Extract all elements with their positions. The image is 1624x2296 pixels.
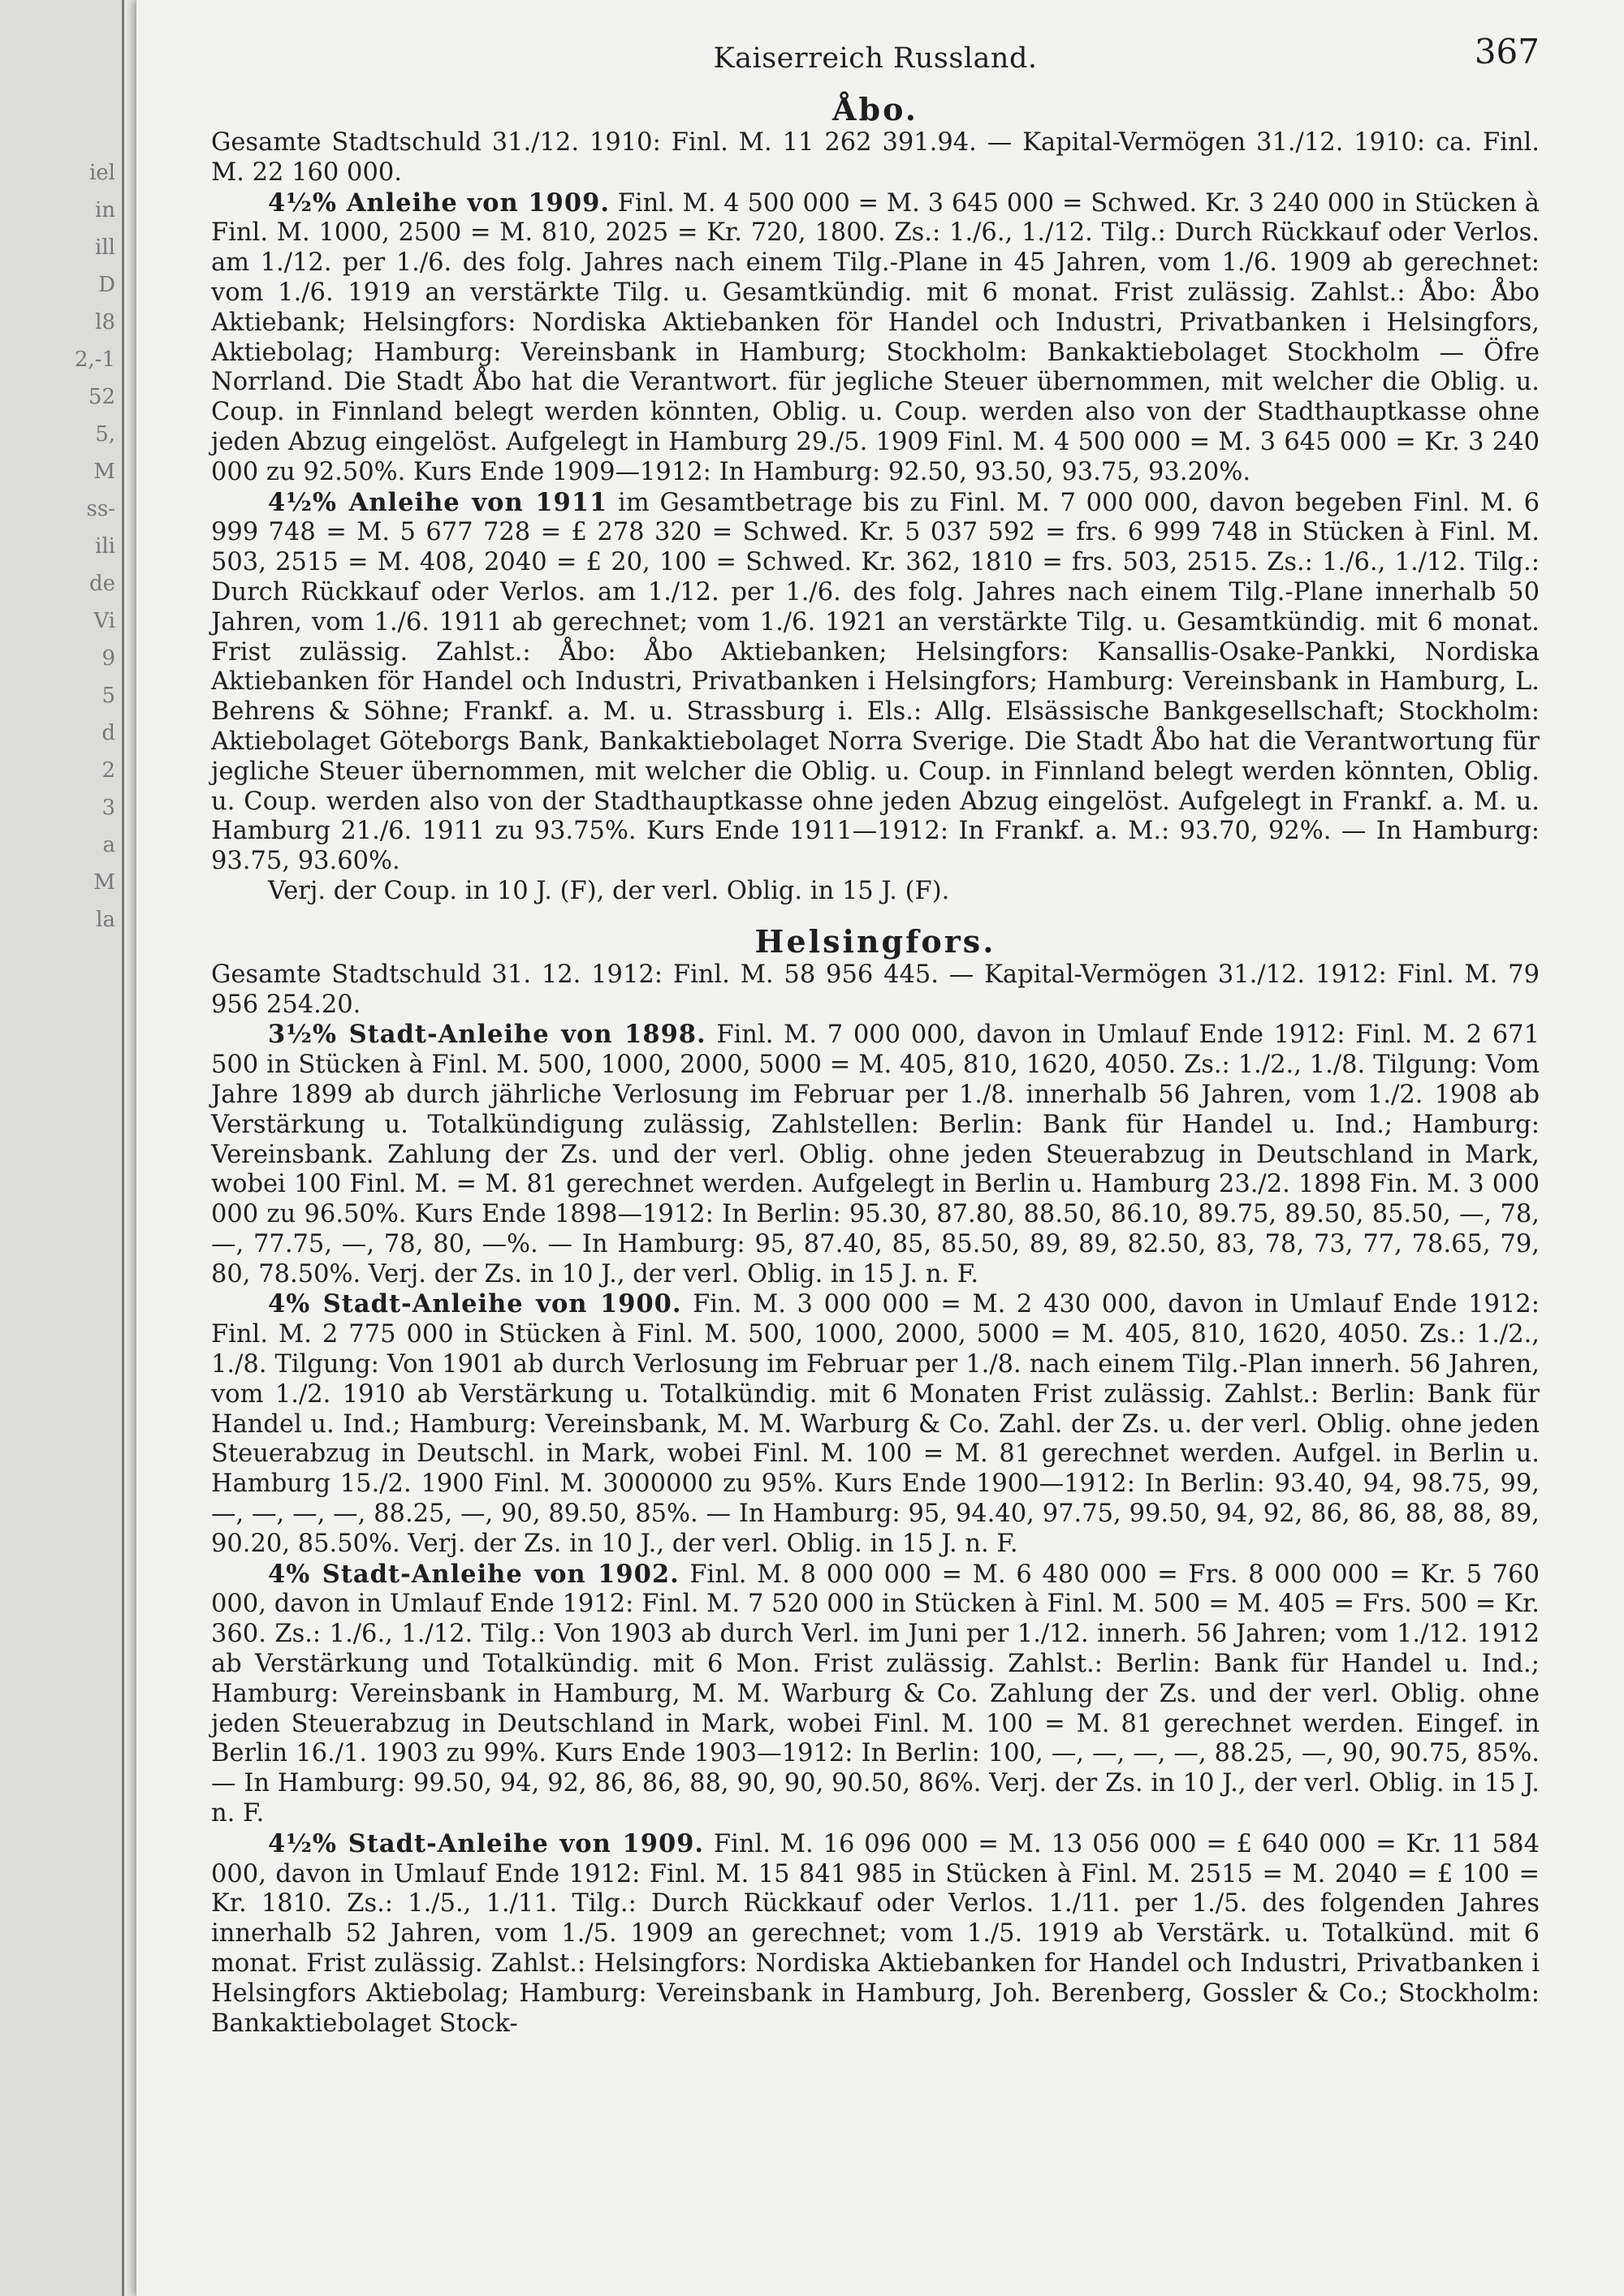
- loan-text: Finl. M. 16 096 000 = M. 13 056 000 = £ 640 000 = Kr. 11 584 000, davon in Umlauf Ende 1912: Finl. M. 15 841 985 in Stücken à Finl. M. 2515 = M. 2040 = £ 100 = Kr. 1810. Zs.: 1./5., 1./11. Tilg.: Durch Rückkauf oder Verlos. 1./11. per 1./5. des folgenden Jahres innerhalb 52 Jahren, vom 1./5. 1909 an gerechnet; vom 1./5. 1919 ab Verstärk. u. Totalkünd. mit 6 monat. Frist zulässig. Zahlst.: Helsingfors: Nordiska Aktiebanken for Handel och Industri, Privatbanken i Helsingfors Aktiebolag; Hamburg: Vereinsbank in Hamburg, Joh. Berenberg, Gossler & Co.; Stockholm: Bankaktiebolaget Stock-: [211, 1829, 1540, 2038]
- edge-fragment: in: [94, 198, 115, 222]
- edge-fragment: la: [96, 908, 115, 932]
- loan-text: im Gesamtbetrage bis zu Finl. M. 7 000 000, davon begeben Finl. M. 6 999 748 = M. 5 677 728 = £ 278 320 = Schwed. Kr. 5 037 592 = frs. 6 999 748 in Stücken à Finl. M. 503, 2515 = M. 408, 2040 = £ 20, 100 = Schwed. Kr. 362, 1810 = frs. 503, 2515. Zs.: 1./6., 1./12. Tilg.: Durch Rückkauf oder Verlos. am 1./12. per 1./6. des folg. Jahres nach einem Tilg.-Plane innerhalb 50 Jahren, vom 1./6. 1911 ab gerechnet; vom 1./6. 1921 an verstärkte Tilg. u. Gesamtkündig. mit 6 monat. Frist zulässig. Zahlst.: Åbo: Åbo Aktiebanken; Helsingfors: Kansallis-Osake-Pankki, Nordiska Aktiebanken för Handel och Industri, Privatbanken i Helsingfors; Hamburg: Vereinsbank in Hamburg, L. Behrens & Söhne; Frankf. a. M. u. Strassburg i. Els.: Allg. Elsässische Bankgesellschaft; Stockholm: Aktiebolaget Göteborgs Bank, Bankaktiebolaget Norra Sverige. Die Stadt Åbo hat die Verantwortung für jegliche Steuer übernommen, mit welcher die Oblig. u. Coup. in Finnland belegt werden könnten, Oblig. u. Coup. werden also von der Stadthauptkasse ohne jeden Abzug eingelöst. Aufgelegt in Frankf. a. M. u. Hamburg 21./6. 1911 zu 93.75%. Kurs Ende 1911—1912: In Frankf. a. M.: 93.70, 92%. — In Hamburg: 93.75, 93.60%.: [211, 488, 1540, 876]
- edge-fragment: ili: [95, 534, 115, 559]
- city-section-helsingfors: [211, 923, 1540, 2039]
- edge-fragment: iel: [89, 161, 115, 185]
- city-section-abo: [211, 91, 1540, 907]
- city-intro: Gesamte Stadtschuld 31. 12. 1912: Finl. M. 58 956 445. — Kapital-Vermögen 31./12. 1912: Finl. M. 79 956 254.20.: [211, 960, 1540, 1019]
- city-title: Åbo.: [832, 91, 918, 127]
- loan-entry: [211, 1289, 1540, 1559]
- edge-fragment: 52: [88, 385, 115, 409]
- edge-fragment: ss-: [86, 497, 115, 521]
- page-header: [211, 32, 1540, 91]
- loan-title: 4½% Anleihe von 1911: [268, 487, 608, 517]
- loan-title: 4% Stadt-Anleihe von 1900.: [268, 1289, 682, 1319]
- edge-fragment: 2: [102, 758, 115, 783]
- book-page: [136, 0, 1624, 2296]
- loan-entry: [211, 188, 1540, 488]
- edge-fragment: M: [93, 870, 115, 895]
- edge-fragment: 3: [102, 796, 115, 820]
- edge-fragment: a: [102, 833, 115, 857]
- page-content: [211, 32, 1540, 2039]
- edge-fragment: 5,: [95, 422, 115, 447]
- edge-fragment: l8: [95, 310, 115, 334]
- edge-fragment: ill: [95, 235, 115, 260]
- loan-text: Finl. M. 4 500 000 = M. 3 645 000 = Schwed. Kr. 3 240 000 in Stücken à Finl. M. 1000, 2500 = M. 810, 2025 = Kr. 720, 1800. Zs.: 1./6., 1./12. Tilg.: Durch Rückkauf oder Verlos. am 1./12. per 1./6. des folg. Jahres nach einem Tilg.-Plane in 45 Jahren, vom 1./6. 1909 ab gerechnet: vom 1./6. 1919 an verstärkte Tilg. u. Gesamtkündig. mit 6 monat. Frist zulässig. Zahlst.: Åbo: Åbo Aktiebank; Helsingfors: Nordiska Aktiebanken för Handel och Industri, Privatbanken i Helsingfors, Aktiebolag; Hamburg: Vereinsbank in Hamburg; Stockholm: Bankaktiebolaget Stockholm — Öfre Norrland. Die Stadt Åbo hat die Verantwort. für jegliche Steuer übernommen, mit welcher die Oblig. u. Coup. in Finnland belegt werden könnten, Oblig. u. Coup. werden also von der Stadthauptkasse ohne jeden Abzug eingelöst. Aufgelegt in Hamburg 29./5. 1909 Finl. M. 4 500 000 = M. 3 645 000 = Kr. 3 240 000 zu 92.50%. Kurs Ende 1909—1912: In Hamburg: 92.50, 93.50, 93.75, 93.20%.: [211, 188, 1540, 486]
- loan-text: Finl. M. 8 000 000 = M. 6 480 000 = Frs. 8 000 000 = Kr. 5 760 000, davon in Umlauf Ende 1912: Finl. M. 7 520 000 in Stücken à Finl. M. 500 = M. 405 = Frs. 500 = Kr. 360. Zs.: 1./6., 1./12. Tilg.: Von 1903 ab durch Verl. im Juni per 1./12. innerh. 56 Jahren; vom 1./12. 1912 ab Verstärkung und Totalkündig. mit 6 Mon. Frist zulässig. Zahlst.: Berlin: Bank für Handel u. Ind.; Hamburg: Vereinsbank in Hamburg, M. M. Warburg & Co. Zahlung der Zs. und der verl. Oblig. ohne jeden Steuerabzug in Deutschland in Mark, wobei Finl. M. 100 = M. 81 gerechnet werden. Eingef. in Berlin 16./1. 1903 zu 99%. Kurs Ende 1903—1912: In Berlin: 100, —, —, —, —, 88.25, —, 90, 90.75, 85%. — In Hamburg: 99.50, 94, 92, 86, 86, 88, 90, 90, 90.50, 86%. Verj. der Zs. in 10 J., der verl. Oblig. in 15 J. n. F.: [211, 1560, 1540, 1828]
- running-title: Kaiserreich Russland.: [713, 42, 1038, 75]
- loan-entry: [211, 1020, 1540, 1289]
- loan-text: Finl. M. 7 000 000, davon in Umlauf Ende 1912: Finl. M. 2 671 500 in Stücken à Finl. M. 500, 1000, 2000, 5000 = M. 405, 810, 1620, 4050. Zs.: 1./2., 1./8. Tilgung: Vom Jahre 1899 ab durch jährliche Verlosung im Februar per 1./8. innerhalb 56 Jahren, vom 1./2. 1908 ab Verstärkung u. Totalkündigung zulässig, Zahlstellen: Berlin: Bank für Handel u. Ind.; Hamburg: Vereinsbank. Zahlung der Zs. und der verl. Oblig. ohne jeden Steuerabzug in Deutschland in Mark, wobei 100 Finl. M. = M. 81 gerechnet werden. Aufgelegt in Berlin u. Hamburg 23./2. 1898 Fin. M. 3 000 000 zu 96.50%. Kurs Ende 1898—1912: In Berlin: 95.30, 87.80, 88.50, 86.10, 89.75, 89.50, 85.50, —, 78, —, 77.75, —, 78, 80, —%. — In Hamburg: 95, 87.40, 85, 85.50, 89, 89, 82.50, 83, 78, 73, 77, 78.65, 79, 80, 78.50%. Verj. der Zs. in 10 J., der verl. Oblig. in 15 J. n. F.: [211, 1021, 1540, 1288]
- loan-title: 3½% Stadt-Anleihe von 1898.: [268, 1020, 706, 1050]
- previous-page-edge: [0, 0, 124, 2296]
- edge-fragment: M: [93, 460, 115, 484]
- edge-fragment: de: [89, 572, 115, 596]
- city-intro: Gesamte Stadtschuld 31./12. 1910: Finl. M. 11 262 391.94. — Kapital-Vermögen 31./12. 1910: ca. Finl. M. 22 160 000.: [211, 128, 1540, 187]
- edge-fragment: 9: [102, 646, 115, 671]
- edge-fragment: 2,-1: [74, 347, 115, 372]
- page-number: 367: [1474, 32, 1540, 71]
- edge-fragment: d: [102, 721, 115, 745]
- loan-entry: [211, 1560, 1540, 1829]
- loan-entry: [211, 1829, 1540, 2039]
- edge-fragment: D: [98, 273, 115, 297]
- loan-text: Fin. M. 3 000 000 = M. 2 430 000, davon in Umlauf Ende 1912: Finl. M. 2 775 000 in Stücken à Finl. M. 500, 1000, 2000, 5000 = M. 405, 810, 1620, 4050. Zs.: 1./2., 1./8. Tilgung: Von 1901 ab durch Verlosung im Februar per 1./8. nach einem Tilg.-Plan innerh. 56 Jahren, vom 1./2. 1910 ab Verstärkung u. Totalkündig. mit 6 Monaten Frist zulässig. Zahlst.: Berlin: Bank für Handel u. Ind.; Hamburg: Vereinsbank, M. M. Warburg & Co. Zahl. der Zs. u. der verl. Oblig. ohne jeden Steuerabzug in Deutschl. in Mark, wobei Finl. M. 100 = M. 81 gerechnet werden. Aufgel. in Berlin u. Hamburg 15./2. 1900 Finl. M. 3000000 zu 95%. Kurs Ende 1900—1912: In Berlin: 93.40, 94, 98.75, 99, —, —, —, —, 88.25, —, 90, 89.50, 85%. — In Hamburg: 95, 94.40, 97.75, 99.50, 94, 92, 86, 86, 88, 88, 89, 90.20, 85.50%. Verj. der Zs. in 10 J., der verl. Oblig. in 15 J. n. F.: [211, 1290, 1540, 1558]
- loan-entry: [211, 488, 1540, 877]
- city-footnote: Verj. der Coup. in 10 J. (F), der verl. Oblig. in 15 J. (F).: [268, 876, 950, 905]
- edge-fragment: 5: [102, 684, 115, 708]
- loan-title: 4% Stadt-Anleihe von 1902.: [268, 1559, 680, 1589]
- previous-page-fragments: [0, 154, 122, 939]
- edge-fragment: Vi: [93, 609, 115, 633]
- loan-title: 4½% Stadt-Anleihe von 1909.: [268, 1828, 705, 1858]
- loan-title: 4½% Anleihe von 1909.: [268, 188, 610, 218]
- city-title: Helsingfors.: [754, 922, 996, 960]
